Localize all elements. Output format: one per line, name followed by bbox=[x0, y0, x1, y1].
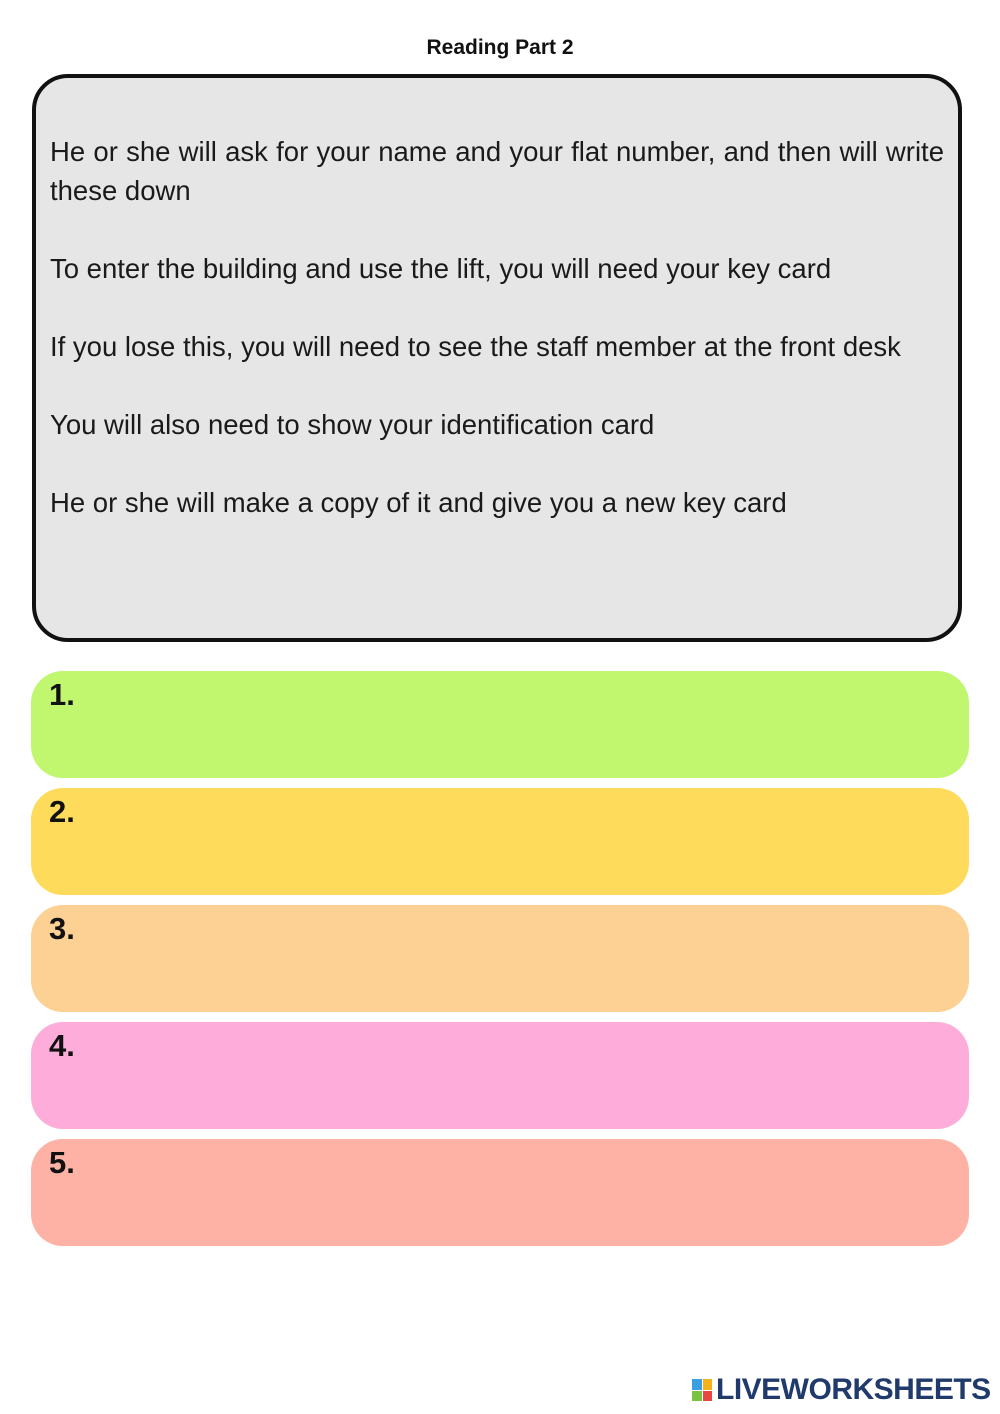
answer-number-2: 2. bbox=[49, 794, 75, 829]
answer-box-1[interactable] bbox=[31, 671, 969, 778]
liveworksheets-logo bbox=[692, 1372, 991, 1408]
page-title: Reading Part 2 bbox=[426, 36, 574, 59]
sentence-4: You will also need to show your identification card bbox=[50, 409, 655, 440]
logo-text: LIVEWORKSHEETS bbox=[716, 1373, 991, 1406]
sentence-1: He or she will ask for your name and your flat number, and then will write these down bbox=[50, 136, 944, 206]
answer-box-4[interactable] bbox=[31, 1022, 969, 1129]
answer-number-3: 3. bbox=[49, 911, 75, 946]
sentence-5: He or she will make a copy of it and give you a new key card bbox=[50, 487, 787, 518]
answer-box-3[interactable] bbox=[31, 905, 969, 1012]
answer-number-1: 1. bbox=[49, 677, 75, 712]
sentence-box bbox=[32, 74, 962, 642]
answer-box-2[interactable] bbox=[31, 788, 969, 895]
answer-number-5: 5. bbox=[49, 1145, 75, 1180]
sentence-2: To enter the building and use the lift, you will need your key card bbox=[50, 253, 832, 284]
liveworksheets-logo-icon bbox=[692, 1379, 712, 1401]
answer-number-4: 4. bbox=[49, 1028, 75, 1063]
answer-box-5[interactable] bbox=[31, 1139, 969, 1246]
sentence-3: If you lose this, you will need to see the staff member at the front desk bbox=[50, 331, 901, 362]
